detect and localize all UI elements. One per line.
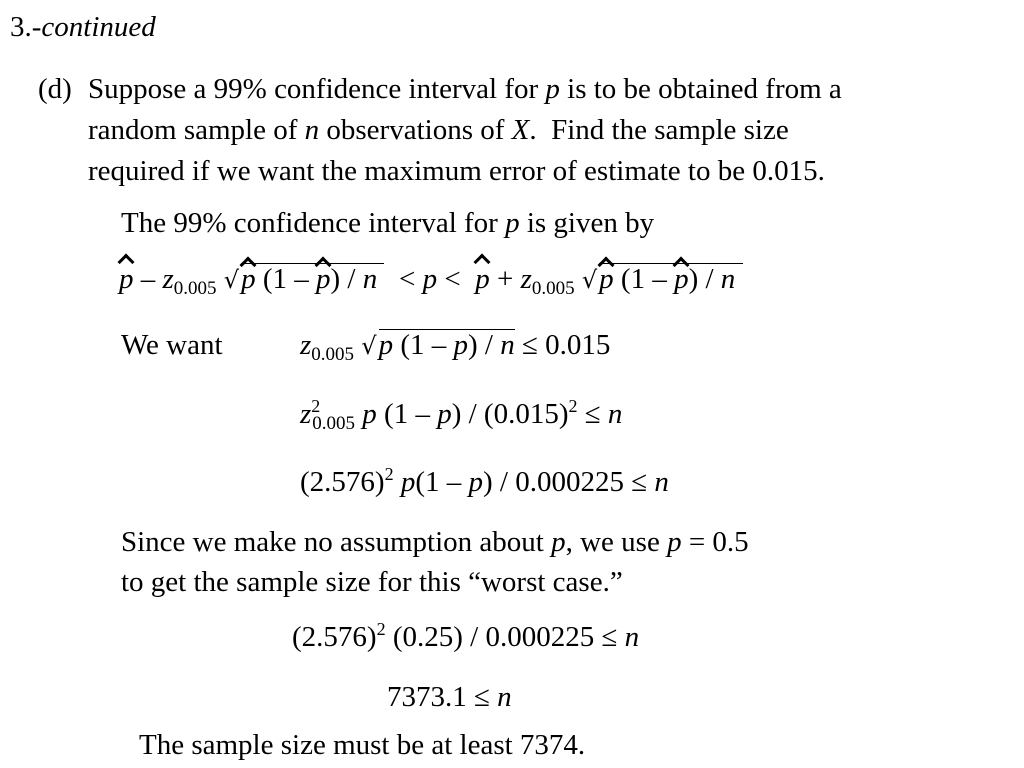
question-line-2: random sample of n observations of X. Find the sample size [88, 114, 789, 146]
solution-intro: The 99% confidence interval for p is given by [121, 207, 655, 239]
page-header [10, 10, 156, 44]
conclusion: The sample size must be at least 7374. [139, 729, 586, 761]
inequality-4: $(2.576)^2$ (0.25) / 0.000225 ≤ n [292, 619, 640, 653]
question-line-1: Suppose a 99% confidence interval for p is to be obtained from a [88, 73, 842, 105]
confidence-interval-formula: p – $z_{0.005}$ √p $(1 - p) / n < p < p + z_{0.005}$ √p (1 – p) / n [119, 262, 743, 297]
inequality-1: $z_{0.005}$ √p (1 – p) / n ≤ 0.015 [300, 329, 611, 365]
inequality-2: $z^2_{0.005}$ p $(1 - p) / (0.015)^2 \le n$ [300, 396, 623, 434]
assumption-line-1: Since we make no assumption about p, we use p = 0.5 [121, 526, 749, 558]
inequality-5: 7373.1 ≤ n [387, 681, 512, 713]
assumption-line-2: to get the sample size for this “worst case.” [121, 566, 623, 598]
question-label: (d) [38, 73, 72, 105]
question-line-3: required if we want the maximum error of estimate to be 0.015. [88, 155, 825, 187]
problem-number: 3. [10, 11, 32, 43]
inequality-3: $(2.576)^2$ p(1 – p) / 0.000225 ≤ n [300, 464, 669, 498]
continued-label: -continued [31, 11, 156, 43]
we-want-label: We want [121, 329, 223, 361]
